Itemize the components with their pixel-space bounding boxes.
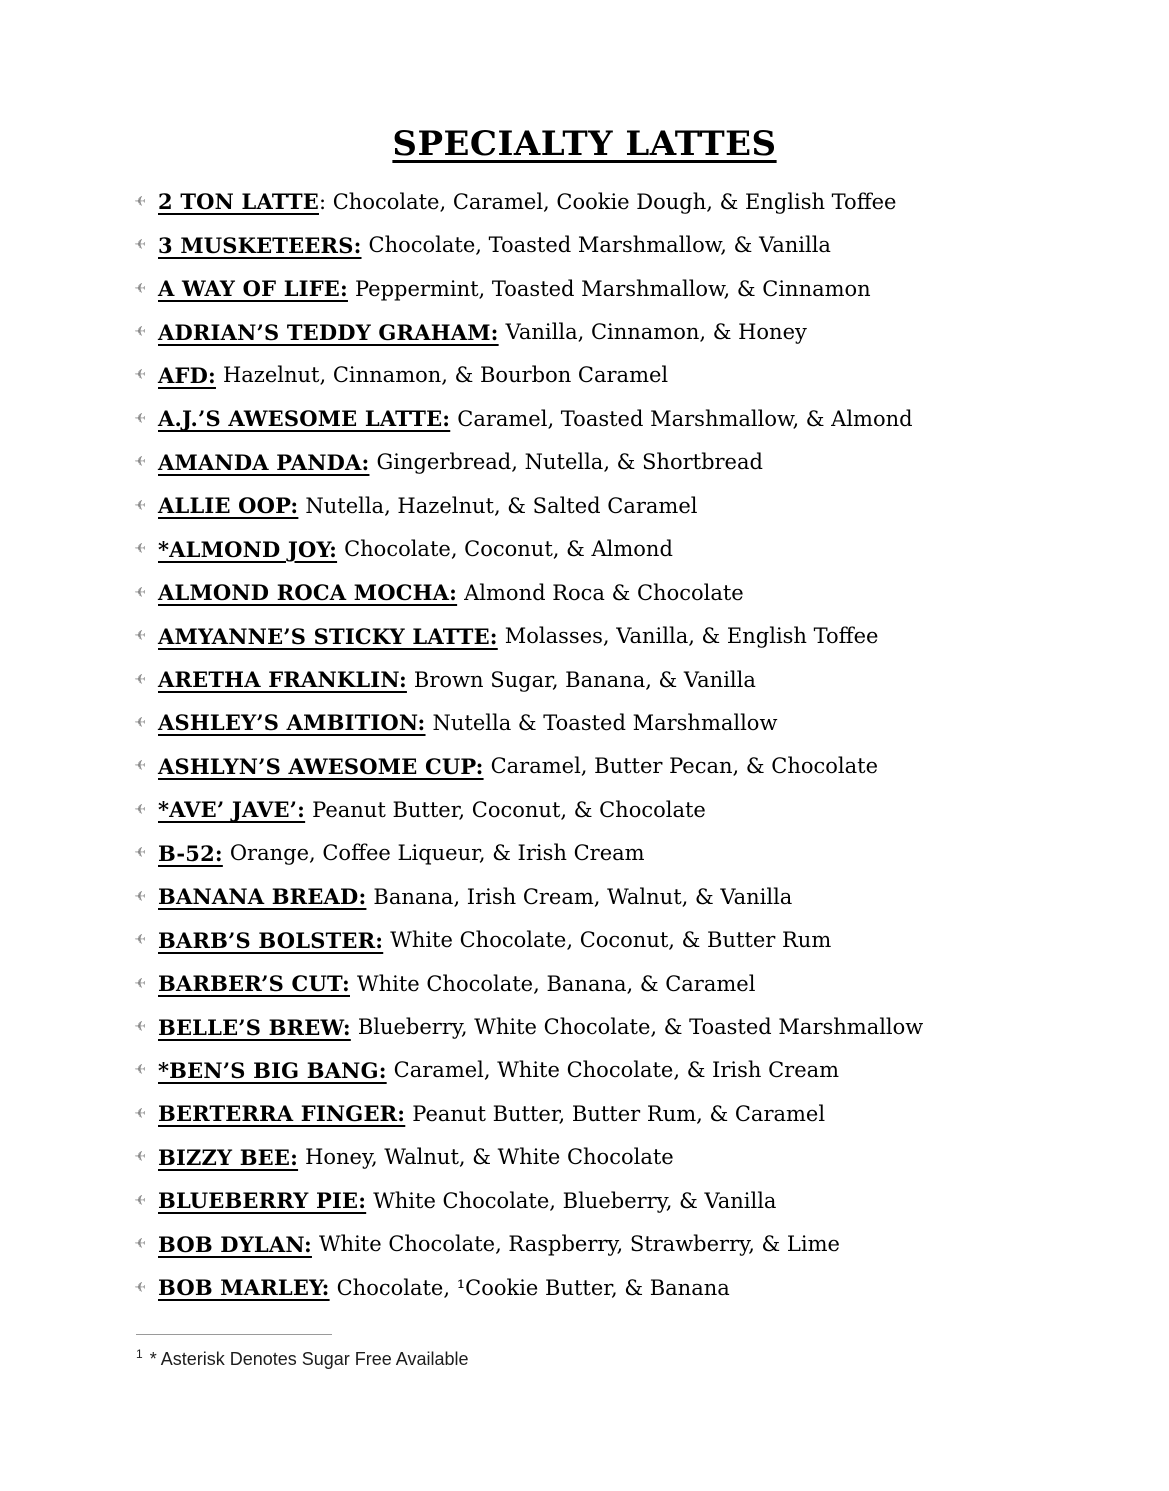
item-description: White Chocolate, Banana, & Caramel (357, 971, 756, 996)
menu-item (131, 1136, 1129, 1179)
plane-bullet-icon: ✈ (134, 454, 146, 471)
menu-item (131, 658, 1129, 701)
item-name: BOB DYLAN: (158, 1231, 312, 1257)
item-name: 3 MUSKETEERS: (158, 232, 362, 258)
menu-item (131, 832, 1129, 875)
item-description: : Chocolate, Caramel, Cookie Dough, & English Toffee (318, 189, 897, 214)
menu-item (131, 310, 1129, 353)
menu-item (131, 918, 1129, 961)
menu-item (131, 1223, 1129, 1266)
plane-bullet-icon: ✈ (134, 671, 146, 688)
item-name: ADRIAN’S TEDDY GRAHAM: (158, 319, 499, 345)
item-description: Molasses, Vanilla, & English Toffee (504, 624, 879, 649)
plane-bullet-icon: ✈ (134, 1236, 146, 1253)
plane-bullet-icon: ✈ (134, 367, 146, 384)
plane-bullet-icon: ✈ (134, 1149, 146, 1166)
latte-list (0, 180, 1169, 1309)
menu-item (131, 223, 1129, 266)
item-name: BERTERRA FINGER: (158, 1101, 406, 1127)
item-name: ARETHA FRANKLIN: (158, 667, 407, 693)
menu-item (131, 745, 1129, 788)
menu-item (131, 397, 1129, 440)
menu-item (131, 1005, 1129, 1048)
item-description: Nutella, Hazelnut, & Salted Caramel (305, 493, 698, 518)
menu-item (131, 1092, 1129, 1135)
item-name: *ALMOND JOY: (158, 536, 338, 562)
plane-bullet-icon: ✈ (134, 324, 146, 341)
item-description: Hazelnut, Cinnamon, & Bourbon Caramel (222, 363, 669, 388)
plane-bullet-icon: ✈ (134, 801, 146, 818)
item-name: ASHLYN’S AWESOME CUP: (158, 753, 484, 779)
item-description: White Chocolate, Blueberry, & Vanilla (373, 1188, 777, 1213)
item-description: Orange, Coffee Liqueur, & Irish Cream (229, 841, 645, 866)
menu-item (131, 441, 1129, 484)
menu-item (131, 788, 1129, 831)
menu-item (131, 1049, 1129, 1092)
plane-bullet-icon: ✈ (134, 1105, 146, 1122)
footnote-divider (136, 1334, 332, 1335)
menu-item (131, 180, 1129, 223)
plane-bullet-icon: ✈ (134, 541, 146, 558)
item-description: Peppermint, Toasted Marshmallow, & Cinnamon (354, 276, 871, 301)
item-name: BANANA BREAD: (158, 884, 367, 910)
item-name: BARBER’S CUT: (158, 971, 350, 997)
menu-item (131, 484, 1129, 527)
item-name: ASHLEY’S AMBITION: (158, 710, 426, 736)
item-description: Honey, Walnut, & White Chocolate (305, 1145, 674, 1170)
menu-item (131, 1179, 1129, 1222)
plane-bullet-icon: ✈ (134, 1019, 146, 1036)
item-name: AMYANNE’S STICKY LATTE: (158, 623, 498, 649)
item-name: BOB MARLEY: (158, 1275, 330, 1301)
item-description: Gingerbread, Nutella, & Shortbread (376, 450, 763, 475)
footnote-label: * Asterisk Denotes Sugar Free Available (144, 1349, 469, 1369)
plane-bullet-icon: ✈ (134, 628, 146, 645)
plane-bullet-icon: ✈ (134, 1062, 146, 1079)
menu-item (131, 528, 1129, 571)
plane-bullet-icon: ✈ (134, 237, 146, 254)
item-description: Banana, Irish Cream, Walnut, & Vanilla (373, 884, 793, 909)
item-description: Caramel, Toasted Marshmallow, & Almond (457, 406, 913, 431)
menu-item (131, 614, 1129, 657)
item-description: Chocolate, ¹Cookie Butter, & Banana (336, 1275, 730, 1300)
item-name: 2 TON LATTE (158, 189, 319, 215)
plane-bullet-icon: ✈ (134, 410, 146, 427)
menu-item (131, 267, 1129, 310)
item-description: Peanut Butter, Butter Rum, & Caramel (412, 1101, 826, 1126)
item-name: BIZZY BEE: (158, 1144, 299, 1170)
footnote (136, 1334, 469, 1370)
item-description: Peanut Butter, Coconut, & Chocolate (312, 797, 706, 822)
plane-bullet-icon: ✈ (134, 584, 146, 601)
item-description: Blueberry, White Chocolate, & Toasted Marshmallow (357, 1015, 924, 1040)
plane-bullet-icon: ✈ (134, 932, 146, 949)
item-description: Caramel, Butter Pecan, & Chocolate (490, 754, 878, 779)
item-name: A.J.’S AWESOME LATTE: (158, 406, 451, 432)
item-description: Brown Sugar, Banana, & Vanilla (413, 667, 756, 692)
item-name: B-52: (158, 840, 223, 866)
page-title: SPECIALTY LATTES (392, 124, 777, 164)
menu-item (131, 354, 1129, 397)
item-description: Chocolate, Coconut, & Almond (344, 537, 673, 562)
item-description: White Chocolate, Coconut, & Butter Rum (390, 928, 832, 953)
item-name: A WAY OF LIFE: (158, 276, 348, 302)
item-name: BARB’S BOLSTER: (158, 927, 384, 953)
item-name: *AVE’ JAVE’: (158, 797, 306, 823)
item-name: BELLE’S BREW: (158, 1014, 351, 1040)
item-description: Vanilla, Cinnamon, & Honey (505, 320, 807, 345)
item-name: ALLIE OOP: (158, 493, 299, 519)
plane-bullet-icon: ✈ (134, 193, 146, 210)
item-description: White Chocolate, Raspberry, Strawberry, & Lime (318, 1232, 840, 1257)
item-name: BLUEBERRY PIE: (158, 1188, 367, 1214)
item-name: AFD: (158, 362, 216, 388)
plane-bullet-icon: ✈ (134, 975, 146, 992)
plane-bullet-icon: ✈ (134, 1279, 146, 1296)
item-name: AMANDA PANDA: (158, 449, 370, 475)
menu-item (131, 875, 1129, 918)
plane-bullet-icon: ✈ (134, 280, 146, 297)
item-description: Caramel, White Chocolate, & Irish Cream (393, 1058, 840, 1083)
item-description: Nutella & Toasted Marshmallow (432, 710, 778, 735)
menu-item (131, 701, 1129, 744)
menu-item (131, 1266, 1129, 1309)
item-description: Chocolate, Toasted Marshmallow, & Vanilla (368, 233, 831, 258)
footnote-text (136, 1347, 469, 1370)
plane-bullet-icon: ✈ (134, 497, 146, 514)
plane-bullet-icon: ✈ (134, 1192, 146, 1209)
plane-bullet-icon: ✈ (134, 758, 146, 775)
item-description: Almond Roca & Chocolate (464, 580, 744, 605)
footnote-superscript: 1 (136, 1347, 143, 1361)
plane-bullet-icon: ✈ (134, 845, 146, 862)
menu-item (131, 962, 1129, 1005)
menu-item (131, 571, 1129, 614)
plane-bullet-icon: ✈ (134, 888, 146, 905)
item-name: *BEN’S BIG BANG: (158, 1057, 387, 1083)
item-name: ALMOND ROCA MOCHA: (158, 580, 458, 606)
plane-bullet-icon: ✈ (134, 714, 146, 731)
